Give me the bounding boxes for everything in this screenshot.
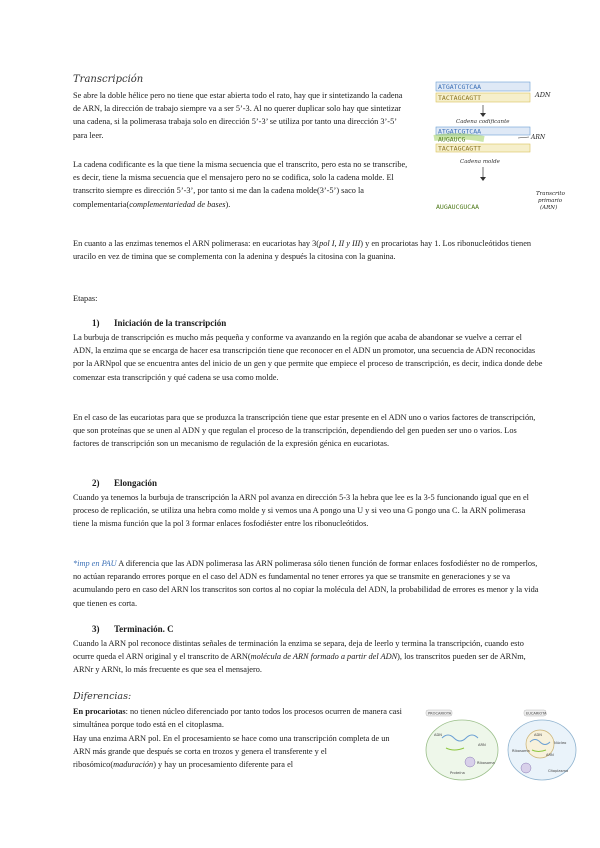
pau-tag: *imp en PAU [73,559,117,568]
euk-ribosome-label: Ribosoma [512,749,530,753]
mid-rna-strand: AUGAUCG [438,135,466,144]
euk-arn-label: ARN [546,753,554,757]
mid-bottom-strand: TACTAGCAGTT [438,144,482,153]
stage1-paragraph-1: La burbuja de transcripción es mucho más pequeña y conforme va avanzando en la región que acaba de abandonar se vuelve a cerrar el ADN, la enzima que se encarga de hacer esa transcripción tiene que reconocer en el ADN un promotor, una secuencia de ADN reconocidas por la ARNpol que se encuentra antes del inicio de un gen y que permite que empiece el proceso de transcripción, es decir, indica donde debe comenzar esta transcripción y qué cadena se usa como molde. [73,333,543,382]
euk-nucleus-label: Núcleo [554,741,567,745]
differences-paragraph-1: En procariotas: no tienen núcleo diferenciado por tanto todos los procesos ocurren de manera casi simultánea porque todo está en el citoplasma. [73,707,402,730]
primary-label-1: Transcrito [536,191,565,197]
euk-dna-label: ADN [534,733,542,737]
transcription-diagram [418,78,568,218]
arn-label: ARN [531,134,546,141]
stage1-heading: 1) Iniciación de la transcripción [92,318,227,328]
section-title: Transcripción [73,74,144,85]
prok-arn-label: ARN [478,743,486,747]
prokaryote-label: PROCARIOTA [428,711,452,716]
mid-top-strand: ATGATCGTCAA [438,127,482,136]
prok-dna-label: ADN [434,733,442,737]
primary-label-2: primario [538,198,563,204]
stage3-paragraph: Cuando la ARN pol reconoce distintas señales de terminación la enzima se separa, deja de leerlo y termina la transcripción, cuando esto ocurre queda el ARN original y el transcrito de ARN(molécula de ARN formado a partir del ADN), los transcritos pueden ser de ARNm, ARNr y ARNt, lo más frecuente es que sea el mensajero. [73,639,526,675]
coding-strand-label: Cadena codificante [456,119,510,125]
stage2-note: *imp en PAU A diferencia que las ADN polimerasa las ARN polimerasa sólo tienen función de formar enlaces fosfodiéster no de romperlos, no actúan reparando errores porque en el caso del ADN es fundamental no tener errores ya que se transmite en generaciones y se va acumulando pero en caso del ARN los transcritos son cortos al no copiar la molécula del ADN, la probabilidad de errores es menor y la vida que tienen es corta. [73,559,539,608]
enzymes-paragraph: En cuanto a las enzimas tenemos el ARN polimerasa: en eucariotas hay 3(pol I, II y III) y en procariotas hay 1. Los ribonucleótidos tienen uracilo en vez de timina que se complementa con la adenina y después la citosina con la guanina. [73,239,532,262]
stages-label: Etapas: [73,294,98,303]
eukaryote-label: EUCARIOTA [526,711,547,716]
primary-label-3: (ARN) [540,205,558,211]
euk-cytoplasm-label: Citoplasma [548,769,569,773]
stage2-heading: 2) Elongación [92,478,158,488]
template-strand-label: Cadena molde [460,159,500,165]
dna-top-strand: ATGATCGTCAA [438,83,482,91]
dna-bottom-strand: TACTAGCAGTT [438,94,482,102]
stage3-heading: 3) Terminación. C [92,624,174,634]
cell-comparison-diagram [420,708,580,786]
prok-ribosome-label: Ribosoma [477,761,495,765]
differences-paragraph-2: Hay una enzima ARN pol. En el procesamiento se hace como una transcripción completa de un ARN más grande que después se corta en trozos y genera el transferente y el ribosómico(maduración) y hay un procesamiento diferente para el [73,734,390,770]
differences-title: Diferencias: [73,691,132,702]
dna-label: ADN [535,91,551,99]
intro-paragraph-2: La cadena codificante es la que tiene la misma secuencia que el transcrito, pero esta no se transcribe, es decir, tiene la misma secuencia que el mensajero pero no se codifica, solo la cadena molde. El transcrito siempre es dirección 5’-3’, por tanto si me dan la cadena molde(3’-5’) saco la complementaria(complementariedad de bases). [73,160,408,209]
stage1-paragraph-2: En el caso de las eucariotas para que se produzca la transcripción tiene que estar presente en el ADN uno o varios factores de transcripción, que son proteínas que se unen al ADN y que regulan el proceso de la transcripción, dependiendo del gen pueden ser uno o varios. Los factores de transcripción son un mecanismo de regulación de la expresión génica en eucariotas. [73,413,536,449]
stage2-paragraph-1: Cuando ya tenemos la burbuja de transcripción la ARN pol avanza en dirección 5-3 la hebra que lee es la 3-5 funcionando igual que en el proceso de replicación, se utiliza una hebra como molde y si vemos una A pongo una U y si veo una G pongo una C. la ARN polimerasa tiene la misma función que la pol 3 formar enlaces fosfodiéster entre los ribonucleótidos. [73,493,529,529]
prok-protein-label: Proteína [450,771,465,775]
intro-paragraph-1: Se abre la doble hélice pero no tiene que estar abierta todo el rato, hay que ir sintetizando la cadena de ARN, la dirección de trabajo siempre va a ser 5’-3. Al no querer duplicar solo hay que sintetizar una cadena, si la polimerasa trabaja solo en dirección 5’-3’ se utiliza por tanto una dirección 3’-5’ para leer. [73,91,403,140]
primary-transcript-seq: AUGAUCGUCAA [436,203,480,211]
